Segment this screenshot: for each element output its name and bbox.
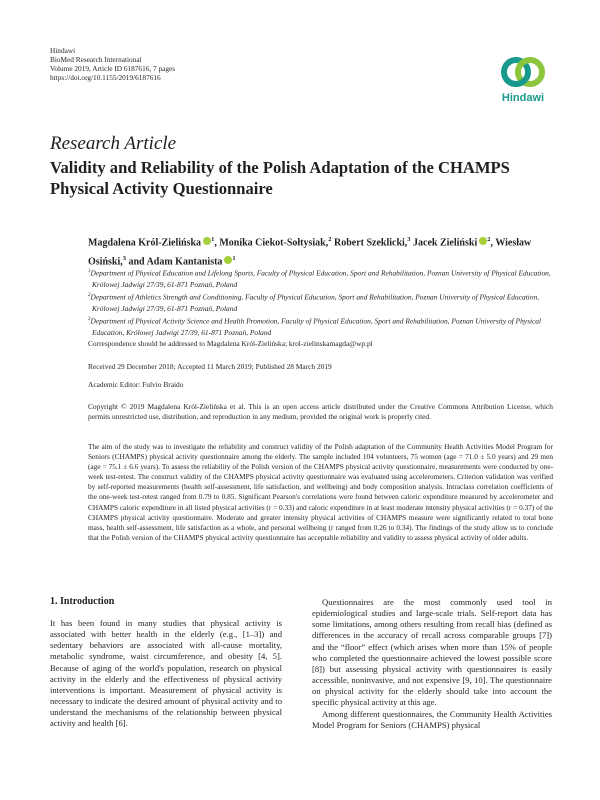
author-affiliation-number: 2 [487,236,491,243]
affiliation-number: 3 [88,317,91,323]
author-affiliation-number: 3 [122,254,126,262]
body-paragraph: Among different questionnaires, the Community Health Activities Model Program for Seniors (CHAMPS) physical [312,708,552,730]
left-column [50,618,282,730]
body-paragraph: Questionnaires are the most commonly used tool in epidemiological studies and large-scale trials. Self-report data has some limitations, among others resulting from recall bias (defined as differences in the accuracy of recall across comparable groups [7]) and the “floor” effect (which arises when more than 15% of people who completed the questionnaire achieved the lowest possible score [8]) but assessing physical activity with questionnaires is easily accessible, noninvasive, and not expensive [9, 10]. The questionnaire on physical activity for the elderly should take into account the specific physical activity at this age. [312,597,552,708]
journal-info [50,47,175,83]
author-name: Jacek Zieliński [413,237,478,249]
author-name: Magdalena Król-Zielińska [88,237,202,249]
affiliation-text: Department of Physical Education and Lifelong Sports, Faculty of Physical Education, Sport and Rehabilitation, Poznan University of Physical Education, Królowej Jadwigi 27/39, 61-871 Poznań, Poland [90,268,551,289]
logo-text: Hindawi [501,92,545,104]
affiliation-text: Department of Athletics Strength and Conditioning, Faculty of Physical Education, Sport and Rehabilitation, Poznan University of Physical Education, Królowej Jadwigi 27/39, 61-871 Poznań, Poland [90,292,540,313]
author-list: Magdalena Król-Zielińska $^1$, Monika Ciekot-Sołtysiak,$^2$ Robert Szeklicki,$^3$ Jacek Zieliński $^2$, Wiesław Osiński,$^3$ and Adam Kantanista $^1$ [88,236,532,268]
academic-editor: Academic Editor: Fulvio Braido [88,380,184,389]
affiliation-item [88,290,558,314]
author-name: Wiesław Osiński, [88,237,532,268]
affiliation-number: 1 [88,269,91,274]
volume-info: Volume 2019, Article ID 6187616, 7 pages [50,63,176,73]
author-name: Robert Szeklicki, [333,237,408,249]
journal-name: BioMed Research International [50,54,142,64]
hindawi-logo-icon [501,52,545,92]
publication-dates: Received 29 December 2018; Accepted 11 March 2019; Published 28 March 2019 [88,362,332,371]
affiliation-item [88,314,558,338]
affiliation-number: 2 [88,293,91,299]
affiliation-item [88,266,558,290]
right-column [312,597,552,731]
abstract: The aim of the study was to investigate the reliability and construct validity of the Polish adaptation of the Community Health Activities Model Program for Seniors (CHAMPS) physical activity questionnaire among the elderly. The sample included 104 volunteers, 75 women (age = 71.0 ± 5.0 years) and 29 men (age = 75.1 ± 6.6 years). To assess the reliability of the Polish version of the CHAMPS physical activity questionnaire, measurements were conducted by one-week test-retest. The construct validity of the CHAMPS physical activity questionnaire was evaluated using accelerometers. Criterion validation was verified by self-reported measurements (health self-assessment, life satisfaction, and wellbeing) and body composition analysis. Intraclass correlation coefficients of the one-week test-retest ranged from 0.79 to 0.85. Significant Pearson's correlations were found between caloric expenditure measured by accelerometer and CHAMPS caloric expenditure in all listed physical activities (r = 0.33) and caloric expenditure in at least moderate intensity physical activities (r = 0.37) of the CHAMPS physical activity questionnaire. Moderate and greater intensity physical activities of CHAMPS measure were significantly related to total bone mass, health self-assessment, life satisfaction as a whole, and personal wellbeing (r ranged from 0.26 to 0.34). The findings of the study allow us to conclude that the Polish version of the CHAMPS physical activity questionnaire has acceptable reliability and validity to assess physical activity of older adults. [88,442,553,542]
copyright-notice: Copyright © 2019 Magdalena Król-Zielińska et al. This is an open access article distributed under the Creative Commons Attribution License, which permits unrestricted use, distribution, and reproduction in any medium, provided the original work is properly cited. [88,402,553,422]
author-affiliation-number: 1 [211,236,215,243]
orcid-icon[interactable] [203,237,211,245]
author-affiliation-number: 1 [232,254,236,262]
author-name: and Adam Kantanista [128,256,223,268]
article-type: Research Article [50,133,177,154]
author-affiliation-number: 2 [328,236,332,243]
affiliation-text: Department of Physical Activity Science and Health Promotion, Faculty of Physical Education, Sport and Rehabilitation, Poznan University of Physical Education, Królowej Jadwigi 27/39, 61-871 Poznań, Poland [90,316,542,337]
correspondence: Correspondence should be addressed to Magdalena Król-Zielińska; krol-zielinskamagda@wp.pl [88,339,373,348]
author-name: Monika Ciekot-Sołtysiak, [219,237,329,249]
publisher-name: Hindawi [50,46,76,55]
affiliations [88,266,558,338]
hindawi-logo [494,52,552,104]
body-paragraph: It has been found in many studies that physical activity is associated with better health in the elderly (e.g., [1–3]) and sedentary behaviors are associated with all-cause mortality, metabolic syndrome, waist circumference, and obesity [4, 5]. Because of aging of the world's population, research on physical activity in the elderly and the effectiveness of physical activity interventions is important. Measurement of physical activity is necessary to indicate the desired amount of physical activity and to understand the mechanisms of the relationship between physical activity and health [6]. [50,618,282,729]
article-title: Validity and Reliability of the Polish Adaptation of the CHAMPS Physical Activity Questionnaire [50,158,510,198]
author-affiliation-number: 3 [407,236,411,243]
doi-link[interactable]: https://doi.org/10.1155/2019/6187616 [50,72,161,82]
section-heading: 1. Introduction [50,596,115,607]
